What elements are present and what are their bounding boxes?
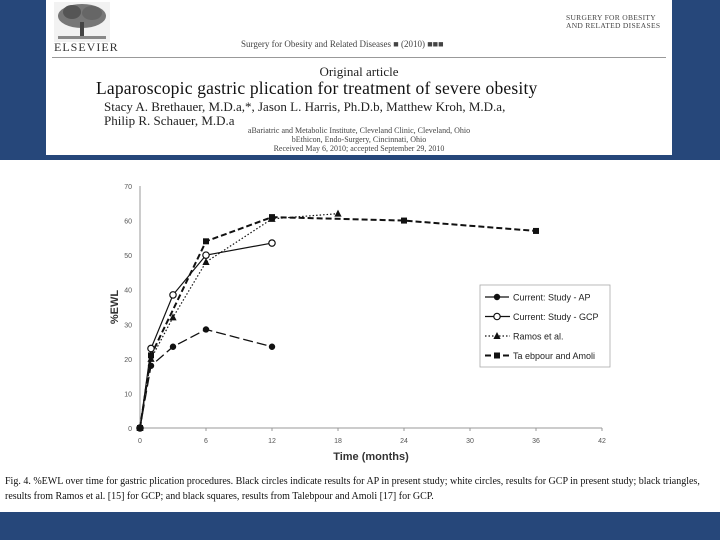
journal-logo-line-1: SURGERY FOR OBESITY xyxy=(566,13,657,22)
series-line-1 xyxy=(140,329,272,428)
x-axis-label: Time (months) xyxy=(333,451,409,463)
series-line-3 xyxy=(140,214,338,428)
x-tick-label: 24 xyxy=(400,438,408,445)
elsevier-tree-logo xyxy=(54,2,110,42)
data-point-series-4 xyxy=(269,214,275,220)
y-tick-label: 10 xyxy=(124,391,132,399)
data-point-series-2 xyxy=(269,240,275,246)
y-tick-label: 50 xyxy=(124,253,132,261)
data-point-series-2 xyxy=(203,252,209,258)
data-point-series-4 xyxy=(401,218,407,224)
y-axis-label: %EWL xyxy=(109,289,121,325)
y-tick-label: 20 xyxy=(124,356,132,364)
series-line-4 xyxy=(140,217,536,428)
affiliation-b: bEthicon, Endo-Surgery, Cincinnati, Ohio xyxy=(291,135,427,144)
figure-panel xyxy=(0,160,720,512)
legend-label-2: Current: Study - GCP xyxy=(513,312,599,322)
authors-line-1: Stacy A. Brethauer, M.D.a,*, Jason L. Harris, Ph.D.b, Matthew Kroh, M.D.a, xyxy=(104,99,506,114)
y-tick-label: 30 xyxy=(124,322,132,330)
x-tick-label: 6 xyxy=(204,438,208,445)
data-point-series-4 xyxy=(533,228,539,234)
y-tick-label: 60 xyxy=(124,218,132,226)
legend-marker-2 xyxy=(494,313,500,319)
x-tick-label: 12 xyxy=(268,438,276,445)
journal-logo xyxy=(566,14,666,30)
data-point-series-1 xyxy=(203,326,209,332)
header-divider xyxy=(52,57,666,58)
x-tick-label: 30 xyxy=(466,438,474,445)
y-tick-label: 0 xyxy=(128,426,132,433)
article-type: Original article xyxy=(319,64,399,79)
article-title: Laparoscopic gastric plication for treatment of severe obesity xyxy=(96,78,538,98)
legend-label-4: Ta ebpour and Amoli xyxy=(513,351,596,361)
x-tick-label: 18 xyxy=(334,438,342,445)
publisher-name: ELSEVIER xyxy=(54,40,119,54)
journal-citation: Surgery for Obesity and Related Diseases ■ (2010) ■■■ xyxy=(241,39,444,49)
received-dates: Received May 6, 2010; accepted September 29, 2010 xyxy=(273,144,445,153)
x-tick-label: 42 xyxy=(598,438,606,445)
authors-line-2: Philip R. Schauer, M.D.a xyxy=(104,113,235,128)
x-tick-label: 0 xyxy=(138,438,142,445)
legend-marker-1 xyxy=(494,294,500,300)
data-point-series-4 xyxy=(203,238,209,244)
legend-label-3: Ramos et al. xyxy=(513,331,564,342)
data-point-series-2 xyxy=(170,292,176,298)
figure-caption: Fig. 4. %EWL over time for gastric plication procedures. Black circles indicate results for AP in present study; white circles, results for GCP in present study; black triangles, results from Ramos et al. [15] for GCP; and black squares, results from Talebpour and Amoli [17] for GCP. xyxy=(5,476,700,502)
data-point-series-2 xyxy=(148,345,154,351)
data-point-series-3 xyxy=(334,210,341,217)
journal-logo-line-2: AND RELATED DISEASES xyxy=(566,21,661,30)
legend-label-1: Current: Study - AP xyxy=(513,292,591,303)
data-point-series-4 xyxy=(137,425,143,431)
y-tick-label: 40 xyxy=(124,287,132,295)
legend-marker-4 xyxy=(494,353,500,359)
data-point-series-1 xyxy=(269,344,275,350)
data-point-series-4 xyxy=(148,352,154,358)
article-header xyxy=(46,0,672,155)
x-tick-label: 36 xyxy=(532,438,540,445)
affiliation-a: aBariatric and Metabolic Institute, Cleveland Clinic, Cleveland, Ohio xyxy=(247,126,471,135)
y-tick-label: 70 xyxy=(124,184,132,191)
ewl-line-chart xyxy=(0,160,720,472)
data-point-series-1 xyxy=(170,344,176,350)
